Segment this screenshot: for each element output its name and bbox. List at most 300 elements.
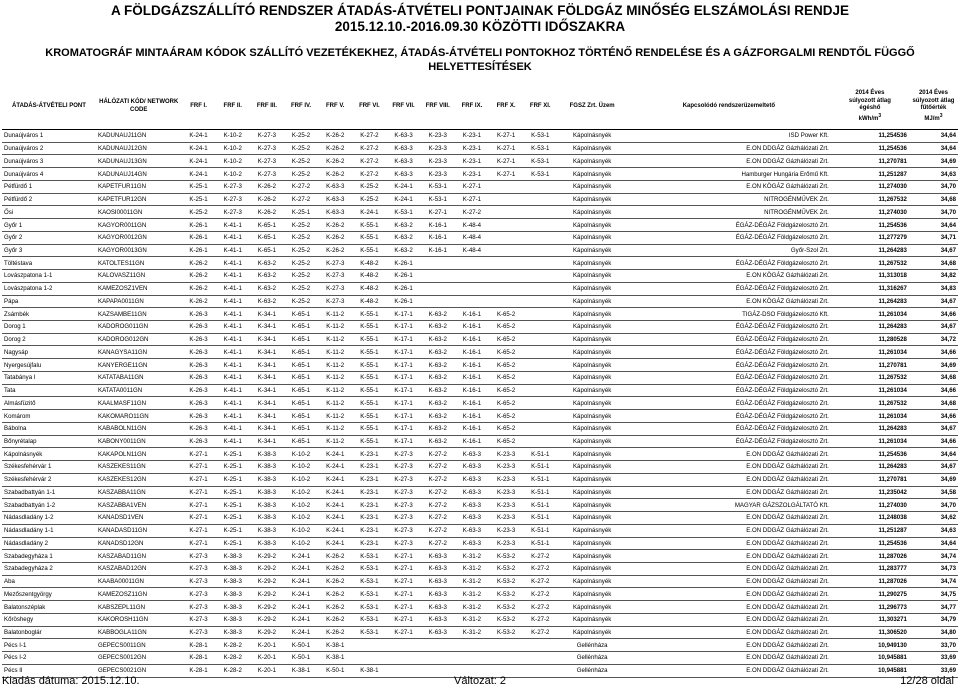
cell-frf-11: K-51-1 — [523, 512, 557, 525]
cell-point: Töltéstava — [2, 257, 96, 270]
cell-calorific-value: 34,63 — [909, 524, 958, 537]
cell-calorific-value: 34,67 — [909, 321, 958, 334]
cell-frf-5: K-26-2 — [318, 219, 352, 232]
cell-frf-10: K-27-1 — [489, 142, 523, 155]
cell-frf-4: K-25-2 — [284, 244, 318, 257]
cell-frf-3: K-34-1 — [250, 308, 284, 321]
cell-frf-5: K-24-1 — [318, 499, 352, 512]
cell-frf-8: K-27-2 — [421, 499, 455, 512]
cell-point: Almásfüzitő — [2, 397, 96, 410]
table-row — [2, 486, 958, 499]
cell-frf-3: K-63-2 — [250, 282, 284, 295]
cell-frf-5: K-11-2 — [318, 435, 352, 448]
cell-frf-7: K-26-1 — [386, 282, 420, 295]
cell-frf-2: K-28-2 — [216, 664, 250, 677]
cell-frf-10: K-23-3 — [489, 448, 523, 461]
cell-frf-6 — [352, 639, 386, 652]
cell-point: Székesfehérvár 1 — [2, 461, 96, 474]
table-row — [2, 588, 958, 601]
header-frf-9: FRF IX. — [455, 84, 489, 130]
cell-frf-5: K-11-2 — [318, 397, 352, 410]
cell-point: Nádasdladány 1-1 — [2, 524, 96, 537]
cell-heating-value: 11,254536 — [831, 130, 909, 143]
cell-frf-5: K-24-1 — [318, 524, 352, 537]
cell-heating-value: 11,287026 — [831, 575, 909, 588]
cell-heating-value: 11,248038 — [831, 512, 909, 525]
cell-frf-11: K-53-1 — [523, 168, 557, 181]
cell-frf-11 — [523, 639, 557, 652]
cell-frf-10: K-65-2 — [489, 371, 523, 384]
cell-frf-3: K-29-2 — [250, 626, 284, 639]
cell-network-code: KABBOGLA11GN — [96, 626, 181, 639]
cell-operator: ÉGÁZ-DÉGÁZ Földgázelosztó Zrt. — [627, 231, 831, 244]
cell-operator: E.ON DDGÁZ Gázhálózati Zrt. — [627, 575, 831, 588]
cell-heating-value: 11,303271 — [831, 613, 909, 626]
cell-frf-7: K-27-3 — [386, 499, 420, 512]
cell-heating-value: 11,261034 — [831, 410, 909, 423]
cell-frf-9: K-31-2 — [455, 588, 489, 601]
cell-operator: E.ON DDGÁZ Gázhálózati Zrt. — [627, 601, 831, 614]
cell-frf-4: K-25-2 — [284, 295, 318, 308]
cell-frf-10 — [489, 244, 523, 257]
cell-frf-3: K-27-3 — [250, 155, 284, 168]
cell-frf-3: K-26-2 — [250, 206, 284, 219]
cell-frf-11 — [523, 321, 557, 334]
cell-frf-10: K-65-2 — [489, 397, 523, 410]
cell-frf-7: K-27-1 — [386, 626, 420, 639]
cell-frf-11: K-27-2 — [523, 613, 557, 626]
cell-frf-11 — [523, 295, 557, 308]
cell-frf-9: K-16-1 — [455, 435, 489, 448]
cell-frf-11: K-27-2 — [523, 601, 557, 614]
table-row — [2, 244, 958, 257]
cell-frf-6: K-23-1 — [352, 499, 386, 512]
cell-frf-3: K-29-2 — [250, 613, 284, 626]
cell-operator: E.ON DDGÁZ Gázhálózati Zrt. — [627, 613, 831, 626]
cell-frf-9: K-16-1 — [455, 422, 489, 435]
cell-frf-6: K-27-2 — [352, 142, 386, 155]
cell-frf-8: K-63-2 — [421, 333, 455, 346]
cell-frf-2: K-41-1 — [216, 410, 250, 423]
cell-frf-7 — [386, 639, 420, 652]
cell-network-code: KAKAPOLN11GN — [96, 448, 181, 461]
cell-operator: ÉGÁZ-DÉGÁZ Földgázelosztó Zrt. — [627, 384, 831, 397]
cell-frf-8: K-63-3 — [421, 562, 455, 575]
cell-frf-7: K-27-3 — [386, 448, 420, 461]
cell-calorific-value: 34,64 — [909, 130, 958, 143]
cell-frf-2: K-10-2 — [216, 155, 250, 168]
cell-operator: ÉGÁZ-DÉGÁZ Földgázelosztó Zrt. — [627, 371, 831, 384]
cell-frf-4: K-25-2 — [284, 142, 318, 155]
cell-frf-7: K-27-3 — [386, 512, 420, 525]
cell-fgsz-plant: Kápolnásnyék — [557, 308, 627, 321]
cell-frf-1: K-27-1 — [181, 537, 215, 550]
cell-operator: NITROGÉNMŰVEK Zrt. — [627, 206, 831, 219]
cell-point: Tata — [2, 384, 96, 397]
cell-network-code: KALOVASZ11GN — [96, 270, 181, 283]
cell-heating-value: 11,254536 — [831, 219, 909, 232]
cell-frf-10: K-23-3 — [489, 461, 523, 474]
cell-heating-value: 11,267532 — [831, 193, 909, 206]
table-body — [2, 130, 958, 678]
cell-operator: E.ON KÖGÁZ Gázhálózati Zrt. — [627, 295, 831, 308]
cell-frf-6: K-53-1 — [352, 626, 386, 639]
cell-frf-4: K-65-1 — [284, 397, 318, 410]
cell-network-code: KAOSI00011GN — [96, 206, 181, 219]
cell-frf-8 — [421, 257, 455, 270]
table-row — [2, 626, 958, 639]
cell-point: Balatonszéplak — [2, 601, 96, 614]
table-row — [2, 550, 958, 563]
cell-point: Dorog 1 — [2, 321, 96, 334]
cell-frf-2: K-41-1 — [216, 257, 250, 270]
cell-operator: ÉGÁZ-DÉGÁZ Földgázelosztó Zrt. — [627, 321, 831, 334]
cell-operator: ÉGÁZ-DÉGÁZ Földgázelosztó Zrt. — [627, 346, 831, 359]
cell-frf-2: K-41-1 — [216, 359, 250, 372]
cell-calorific-value: 34,83 — [909, 282, 958, 295]
cell-frf-6: K-55-1 — [352, 384, 386, 397]
cell-frf-6: K-53-1 — [352, 601, 386, 614]
cell-frf-6: K-48-2 — [352, 257, 386, 270]
cell-frf-3: K-29-2 — [250, 562, 284, 575]
cell-frf-1: K-26-3 — [181, 435, 215, 448]
cell-frf-4: K-25-1 — [284, 206, 318, 219]
cell-frf-4: K-25-2 — [284, 282, 318, 295]
cell-calorific-value: 34,70 — [909, 206, 958, 219]
cell-network-code: KABONY0011GN — [96, 435, 181, 448]
cell-frf-5: K-11-2 — [318, 321, 352, 334]
table-row — [2, 613, 958, 626]
cell-frf-2: K-38-3 — [216, 613, 250, 626]
cell-network-code: GEPECS0021GN — [96, 664, 181, 677]
cell-fgsz-plant: Kápolnásnyék — [557, 512, 627, 525]
cell-frf-2: K-41-1 — [216, 384, 250, 397]
cell-calorific-value: 34,70 — [909, 180, 958, 193]
cell-frf-9: K-16-1 — [455, 397, 489, 410]
cell-frf-8: K-27-2 — [421, 486, 455, 499]
cell-network-code: KASZABAD12GN — [96, 562, 181, 575]
cell-frf-6: K-25-2 — [352, 180, 386, 193]
cell-frf-3: K-26-2 — [250, 193, 284, 206]
cell-frf-1: K-26-3 — [181, 321, 215, 334]
header-frf-2: FRF II. — [216, 84, 250, 130]
table-row — [2, 231, 958, 244]
table-row — [2, 219, 958, 232]
cell-calorific-value: 34,67 — [909, 244, 958, 257]
cell-frf-4: K-10-2 — [284, 448, 318, 461]
table-row — [2, 575, 958, 588]
cell-network-code: KANADASD11GN — [96, 524, 181, 537]
cell-point: Bábolna — [2, 422, 96, 435]
table-row — [2, 435, 958, 448]
cell-frf-1: K-26-3 — [181, 308, 215, 321]
cell-calorific-value: 33,70 — [909, 639, 958, 652]
header-fgsz-plant: FGSZ Zrt. Üzem — [557, 84, 627, 130]
cell-frf-3: K-38-3 — [250, 486, 284, 499]
cell-frf-10: K-65-2 — [489, 410, 523, 423]
cell-frf-7: K-17-1 — [386, 397, 420, 410]
cell-frf-11: K-51-1 — [523, 524, 557, 537]
table-row — [2, 601, 958, 614]
cell-frf-9: K-63-3 — [455, 524, 489, 537]
cell-heating-value: 11,274030 — [831, 206, 909, 219]
cell-frf-11 — [523, 231, 557, 244]
cell-frf-2: K-38-3 — [216, 550, 250, 563]
cell-frf-1: K-27-1 — [181, 473, 215, 486]
cell-frf-8: K-63-2 — [421, 435, 455, 448]
cell-frf-5: K-26-2 — [318, 550, 352, 563]
cell-heating-value: 11,306520 — [831, 626, 909, 639]
cell-frf-9: K-63-3 — [455, 473, 489, 486]
cell-frf-4: K-10-2 — [284, 499, 318, 512]
header-frf-4: FRF IV. — [284, 84, 318, 130]
cell-frf-8: K-16-1 — [421, 219, 455, 232]
cell-frf-3: K-34-1 — [250, 371, 284, 384]
cell-point: Nagysáp — [2, 346, 96, 359]
cell-operator: E.ON DDGÁZ Gázhálózati Zrt. — [627, 550, 831, 563]
cell-frf-4: K-25-2 — [284, 168, 318, 181]
cell-frf-2: K-25-1 — [216, 448, 250, 461]
cell-fgsz-plant: Kápolnásnyék — [557, 231, 627, 244]
cell-frf-2: K-41-1 — [216, 270, 250, 283]
cell-frf-9: K-31-2 — [455, 626, 489, 639]
cell-frf-11: K-27-2 — [523, 575, 557, 588]
cell-point: Pétfürdő 2 — [2, 193, 96, 206]
cell-heating-value: 10,949130 — [831, 639, 909, 652]
cell-fgsz-plant: Kápolnásnyék — [557, 435, 627, 448]
cell-frf-8: K-63-2 — [421, 321, 455, 334]
cell-frf-1: K-26-1 — [181, 219, 215, 232]
cell-network-code: KAGYOR0013GN — [96, 244, 181, 257]
cell-frf-1: K-24-1 — [181, 168, 215, 181]
cell-heating-value: 11,251287 — [831, 524, 909, 537]
cell-point: Ősi — [2, 206, 96, 219]
cell-heating-value: 11,280528 — [831, 333, 909, 346]
table-row — [2, 639, 958, 652]
cell-frf-8: K-63-3 — [421, 588, 455, 601]
cell-frf-11 — [523, 257, 557, 270]
cell-frf-6: K-23-1 — [352, 448, 386, 461]
cell-network-code: KADUNAUJ12GN — [96, 142, 181, 155]
cell-frf-5: K-11-2 — [318, 384, 352, 397]
cell-point: Zsámbék — [2, 308, 96, 321]
cell-operator: E.ON KÖGÁZ Gázhálózati Zrt. — [627, 180, 831, 193]
cell-calorific-value: 34,74 — [909, 550, 958, 563]
cell-frf-7: K-24-1 — [386, 193, 420, 206]
cell-frf-11: K-51-1 — [523, 473, 557, 486]
cell-frf-11: K-53-1 — [523, 130, 557, 143]
cell-frf-8: K-53-1 — [421, 193, 455, 206]
cell-frf-4: K-25-2 — [284, 130, 318, 143]
cell-heating-value: 11,283777 — [831, 562, 909, 575]
cell-frf-7: K-27-1 — [386, 575, 420, 588]
cell-calorific-value: 34,66 — [909, 410, 958, 423]
cell-frf-1: K-26-3 — [181, 333, 215, 346]
cell-frf-8: K-53-1 — [421, 180, 455, 193]
cell-heating-value: 11,254536 — [831, 537, 909, 550]
cell-frf-2: K-41-1 — [216, 422, 250, 435]
cell-frf-9: K-27-1 — [455, 180, 489, 193]
cell-frf-10 — [489, 257, 523, 270]
cell-network-code: KAKOMARO11GN — [96, 410, 181, 423]
cell-frf-9: K-23-1 — [455, 168, 489, 181]
cell-operator: E.ON KÖGÁZ Gázhálózati Zrt. — [627, 270, 831, 283]
cell-frf-4: K-65-1 — [284, 346, 318, 359]
cell-frf-10: K-23-3 — [489, 473, 523, 486]
cell-network-code: KASZEKES12GN — [96, 473, 181, 486]
cell-point: Komárom — [2, 410, 96, 423]
cell-operator: E.ON DDGÁZ Gázhálózati Zrt. — [627, 512, 831, 525]
cell-frf-6: K-55-1 — [352, 219, 386, 232]
cell-frf-11: K-51-1 — [523, 486, 557, 499]
cell-operator: ÉGÁZ-DÉGÁZ Földgázelosztó Zrt. — [627, 257, 831, 270]
cell-frf-1: K-25-2 — [181, 206, 215, 219]
cell-network-code: KASZABBA1VEN — [96, 499, 181, 512]
cell-frf-5: K-63-3 — [318, 180, 352, 193]
cell-frf-1: K-27-3 — [181, 562, 215, 575]
cell-frf-9: K-31-2 — [455, 562, 489, 575]
cell-frf-8: K-63-2 — [421, 422, 455, 435]
cell-frf-8: K-27-2 — [421, 461, 455, 474]
cell-frf-7: K-63-3 — [386, 155, 420, 168]
cell-frf-10 — [489, 193, 523, 206]
cell-frf-6: K-53-1 — [352, 588, 386, 601]
cell-frf-6 — [352, 652, 386, 665]
cell-network-code: KAZSAMBE11GN — [96, 308, 181, 321]
cell-frf-8: K-63-2 — [421, 346, 455, 359]
cell-frf-7: K-17-1 — [386, 333, 420, 346]
cell-calorific-value: 34,75 — [909, 588, 958, 601]
cell-frf-1: K-27-3 — [181, 575, 215, 588]
cell-frf-2: K-25-1 — [216, 524, 250, 537]
cell-frf-5: K-26-2 — [318, 130, 352, 143]
cell-operator: ÉGÁZ-DÉGÁZ Földgázelosztó Zrt. — [627, 397, 831, 410]
cell-heating-value: 11,290275 — [831, 588, 909, 601]
footer-version: Változat: 2 — [454, 675, 506, 687]
cell-frf-11: K-53-1 — [523, 142, 557, 155]
cell-frf-2: K-25-1 — [216, 512, 250, 525]
cell-frf-6: K-55-1 — [352, 321, 386, 334]
cell-frf-1: K-27-3 — [181, 626, 215, 639]
cell-fgsz-plant: Kápolnásnyék — [557, 537, 627, 550]
cell-operator: E.ON DDGÁZ Gázhálózati Zrt. — [627, 473, 831, 486]
cell-frf-10: K-65-2 — [489, 384, 523, 397]
cell-frf-7: K-27-3 — [386, 473, 420, 486]
cell-frf-5: K-63-3 — [318, 193, 352, 206]
cell-frf-9: K-31-2 — [455, 550, 489, 563]
cell-frf-2: K-41-1 — [216, 321, 250, 334]
header-cv-line3: fűtőérték MJ/m — [920, 105, 947, 122]
cell-calorific-value: 34,63 — [909, 168, 958, 181]
cell-fgsz-plant: Kápolnásnyék — [557, 448, 627, 461]
cell-point: Dunaújváros 3 — [2, 155, 96, 168]
cell-calorific-value: 34,68 — [909, 193, 958, 206]
cell-frf-5: K-26-2 — [318, 588, 352, 601]
cell-calorific-value: 34,66 — [909, 384, 958, 397]
cell-heating-value: 11,264283 — [831, 295, 909, 308]
cell-calorific-value: 34,66 — [909, 308, 958, 321]
cell-frf-7: K-53-1 — [386, 206, 420, 219]
cell-fgsz-plant: Kápolnásnyék — [557, 524, 627, 537]
cell-network-code: GEPECS0011GN — [96, 639, 181, 652]
cell-frf-8: K-23-3 — [421, 130, 455, 143]
cell-heating-value: 10,945881 — [831, 652, 909, 665]
table-row — [2, 397, 958, 410]
cell-frf-9: K-63-3 — [455, 499, 489, 512]
cell-frf-9: K-27-1 — [455, 193, 489, 206]
cell-calorific-value: 34,69 — [909, 359, 958, 372]
cell-frf-3: K-38-3 — [250, 537, 284, 550]
cell-frf-5: K-11-2 — [318, 410, 352, 423]
cell-frf-9: K-27-2 — [455, 206, 489, 219]
cell-heating-value: 11,296773 — [831, 601, 909, 614]
cell-heating-value: 11,264283 — [831, 422, 909, 435]
cell-heating-value: 11,274030 — [831, 499, 909, 512]
cell-frf-6: K-27-2 — [352, 168, 386, 181]
cell-fgsz-plant: Kápolnásnyék — [557, 359, 627, 372]
cell-network-code: KASZABAD11GN — [96, 550, 181, 563]
cell-frf-6: K-23-1 — [352, 524, 386, 537]
cell-frf-1: K-28-1 — [181, 639, 215, 652]
cell-calorific-value: 34,67 — [909, 422, 958, 435]
cell-fgsz-plant: Kápolnásnyék — [557, 499, 627, 512]
cell-frf-6: K-48-2 — [352, 295, 386, 308]
cell-frf-1: K-26-2 — [181, 282, 215, 295]
cell-frf-5: K-26-2 — [318, 155, 352, 168]
cell-point: Pécs I-1 — [2, 639, 96, 652]
cell-point: Dunaújváros 2 — [2, 142, 96, 155]
cell-frf-2: K-38-3 — [216, 601, 250, 614]
cell-fgsz-plant: Kápolnásnyék — [557, 333, 627, 346]
cell-frf-8 — [421, 639, 455, 652]
header-frf-8: FRF VIII. — [421, 84, 455, 130]
cell-frf-10 — [489, 180, 523, 193]
cell-frf-1: K-24-1 — [181, 142, 215, 155]
cell-frf-11: K-27-2 — [523, 626, 557, 639]
cell-frf-11 — [523, 333, 557, 346]
cell-network-code: GEPECS0012GN — [96, 652, 181, 665]
cell-frf-4: K-65-1 — [284, 333, 318, 346]
cell-fgsz-plant: Kápolnásnyék — [557, 626, 627, 639]
cell-frf-9 — [455, 295, 489, 308]
cell-fgsz-plant: Kápolnásnyék — [557, 168, 627, 181]
cell-frf-6: K-55-1 — [352, 346, 386, 359]
cell-frf-8: K-27-2 — [421, 473, 455, 486]
cell-frf-2: K-28-2 — [216, 652, 250, 665]
cell-network-code: KADUNAUJ13GN — [96, 155, 181, 168]
cell-frf-6: K-55-1 — [352, 371, 386, 384]
cell-frf-6: K-27-2 — [352, 130, 386, 143]
cell-calorific-value: 34,69 — [909, 155, 958, 168]
cell-frf-6: K-53-1 — [352, 613, 386, 626]
cell-calorific-value: 34,67 — [909, 461, 958, 474]
cell-frf-8: K-63-2 — [421, 410, 455, 423]
cell-frf-4: K-65-1 — [284, 321, 318, 334]
cell-network-code: KAALMASF11GN — [96, 397, 181, 410]
table-row — [2, 180, 958, 193]
cell-fgsz-plant: Kápolnásnyék — [557, 155, 627, 168]
cell-heating-value: 10,945881 — [831, 664, 909, 677]
cell-frf-3: K-34-1 — [250, 346, 284, 359]
cell-heating-value: 11,277279 — [831, 231, 909, 244]
cell-frf-9: K-16-1 — [455, 308, 489, 321]
document-subtitle: KROMATOGRÁF MINTAÁRAM KÓDOK SZÁLLÍTÓ VEZETÉKEKHEZ, ÁTADÁS-ÁTVÉTELI PONTOKHOZ TÖRTÉNŐ RENDELÉSE ÉS A GÁZFORGALMI RENDTŐL FÜGGŐ HELYETTESÍTÉSEK — [45, 47, 915, 73]
cell-frf-3: K-38-3 — [250, 448, 284, 461]
cell-heating-value: 11,264283 — [831, 244, 909, 257]
cell-operator: ÉGÁZ-DÉGÁZ Földgázelosztó Zrt. — [627, 333, 831, 346]
cell-frf-2: K-25-1 — [216, 486, 250, 499]
cell-frf-4: K-24-1 — [284, 562, 318, 575]
